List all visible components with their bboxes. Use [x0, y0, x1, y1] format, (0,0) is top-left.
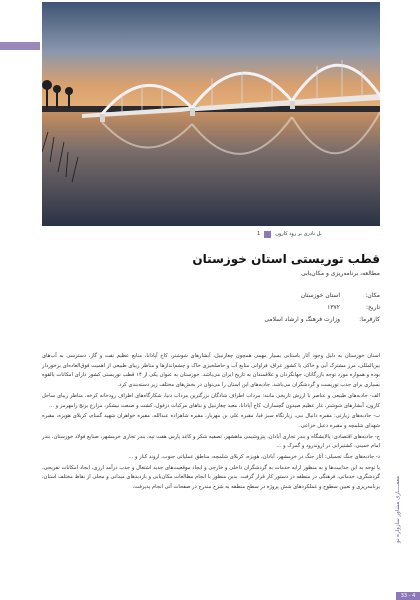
meta-place-value: استان خوزستان — [300, 292, 340, 299]
caption-marker-number: 1 — [257, 231, 261, 237]
meta-row-place — [80, 292, 380, 299]
meta-row-date — [80, 304, 380, 311]
body-paragraph-war: د- جاذبه‌های جنگ تحمیلی: آثار جنگ در خرمشهر، آبادان، هویزه، کربلای شلمچه، مناطق عملیاتی جنوب، اروند کنار و ... — [128, 454, 380, 461]
meta-date-value: ۱۳۷۲ — [327, 304, 340, 311]
vertical-banner: معمــــاری مشاور سازواره نو — [395, 476, 401, 544]
meta-client-value: وزارت فرهنگ و ارشاد اسلامی — [264, 316, 340, 323]
article-body — [42, 352, 380, 494]
body-paragraph-economic: ج- جاذبه‌های اقتصادی: پالایشگاه و بندر تجاری آبادان، پتروشیمی ماهشهر، تصفیه شکر و کاغذ پارس هفت تپه، بندر تجاری خرمشهر، صنایع فولاد خوزستان، بندر امام خمینی، کشتیرانی در اروندرود و گمرک و ... — [42, 433, 380, 450]
body-paragraph-conclusion: با توجه به این جذابیت‌ها و به منظور ارایه خدمات به گردشگران داخلی و خارجی و ایجاد موقعیت‌های جدید اشتغال و جذب درآمد ارزی، ایجاد امکانات تفریحی، گردشگری، خدماتی، فرهنگی در منطقه در دستور کار قرار گرفت. بدین منظور با انجام مطالعات مکان‌یابی و بازدیدهای میدانی و محلی از نقاط مختلف استان، برنامه‌ریزی و تعیین سطوح و عملکردهای شش پروژه در سطح منطقه به شرح مندرج در صفحات آتی انجام پذیرفت. — [42, 464, 380, 491]
square-marker-icon — [264, 231, 271, 238]
meta-client-label: کارفرما: — [359, 316, 380, 323]
bridge-photo-illustration — [42, 2, 380, 226]
body-paragraph-pilgrimage: ب- جاذبه‌های زیارتی: مقبره دانیال نبی، زیارتگاه سبز قبا، مقبره علی بن مهزیار، مقبره شاهزاده عبدالله، مقبره خواهران شهید گمنام، کربلای هویزه، مقبره شهدای شلمچه و مقبره دعبل خزاعی. — [42, 413, 380, 429]
bridge-photo — [42, 2, 380, 226]
article-title: قطب توریستی استان خوزستان — [192, 252, 380, 266]
body-paragraph-natural: الف- جاذبه‌های طبیعی و عناصر با ارزش تاریخی مانند: مرداب اطراف شادگان بزرگترین مرداب دنیا، شکارگاه‌های اطراف رودخانه کرخه، مناظر زیبای ساحل کارون، آبشارهای شوشتر، غار عظیم صیدون گچساران، کاخ آپادانا، معبد چغازنبیل و بناهای مرکبات دزفول، کشت و صنعت نیشکر، مزارع برنج رامهرمز و ... — [42, 392, 380, 409]
photo-caption — [257, 228, 381, 240]
meta-place-label: مکان: — [365, 292, 380, 299]
page-number-badge: 33 - 4 — [396, 592, 420, 600]
meta-row-client — [80, 316, 380, 323]
article-subtitle: مطالعه، برنامه‌ریزی و مکان‌یابی — [301, 270, 380, 277]
article-header — [80, 252, 380, 277]
caption-text: پل نادری بر رود کارون — [275, 231, 322, 237]
body-paragraph-intro: استان خوزستان به دلیل وجود آثار باستانی بسیار مهمی همچون چغازنبیل، آبشارهای شوشتر، کاخ آپادانا، منابع عظیم نفت و گاز، دسترسی به آب‌های بین‌المللی، مرز مشترک آبی و خاکی با کشور عراق، فراوانی منابع آب و حاصلخیزی خاک و چشم‌اندازها و مناظر زیبای طبیعی از اهمیت فوق‌العاده‌ای برخوردار بوده و همواره مورد توجه بازرگانان، جهانگردان و علاقمندان به تاریخ ایران می‌باشد. خوزستان به عنوان یکی از ۱۴ قطب توریستی کشور دارای امکانات بالقوه بسیاری برای جذب توریست و گردشگران می‌باشد. جاذبه‌های این استان را می‌توان در بخش‌های مختلف زیر دسته‌بندی کرد. — [42, 353, 381, 389]
meta-date-label: تاریخ: — [366, 304, 380, 311]
project-meta — [80, 292, 380, 328]
side-accent-bar — [0, 42, 40, 50]
